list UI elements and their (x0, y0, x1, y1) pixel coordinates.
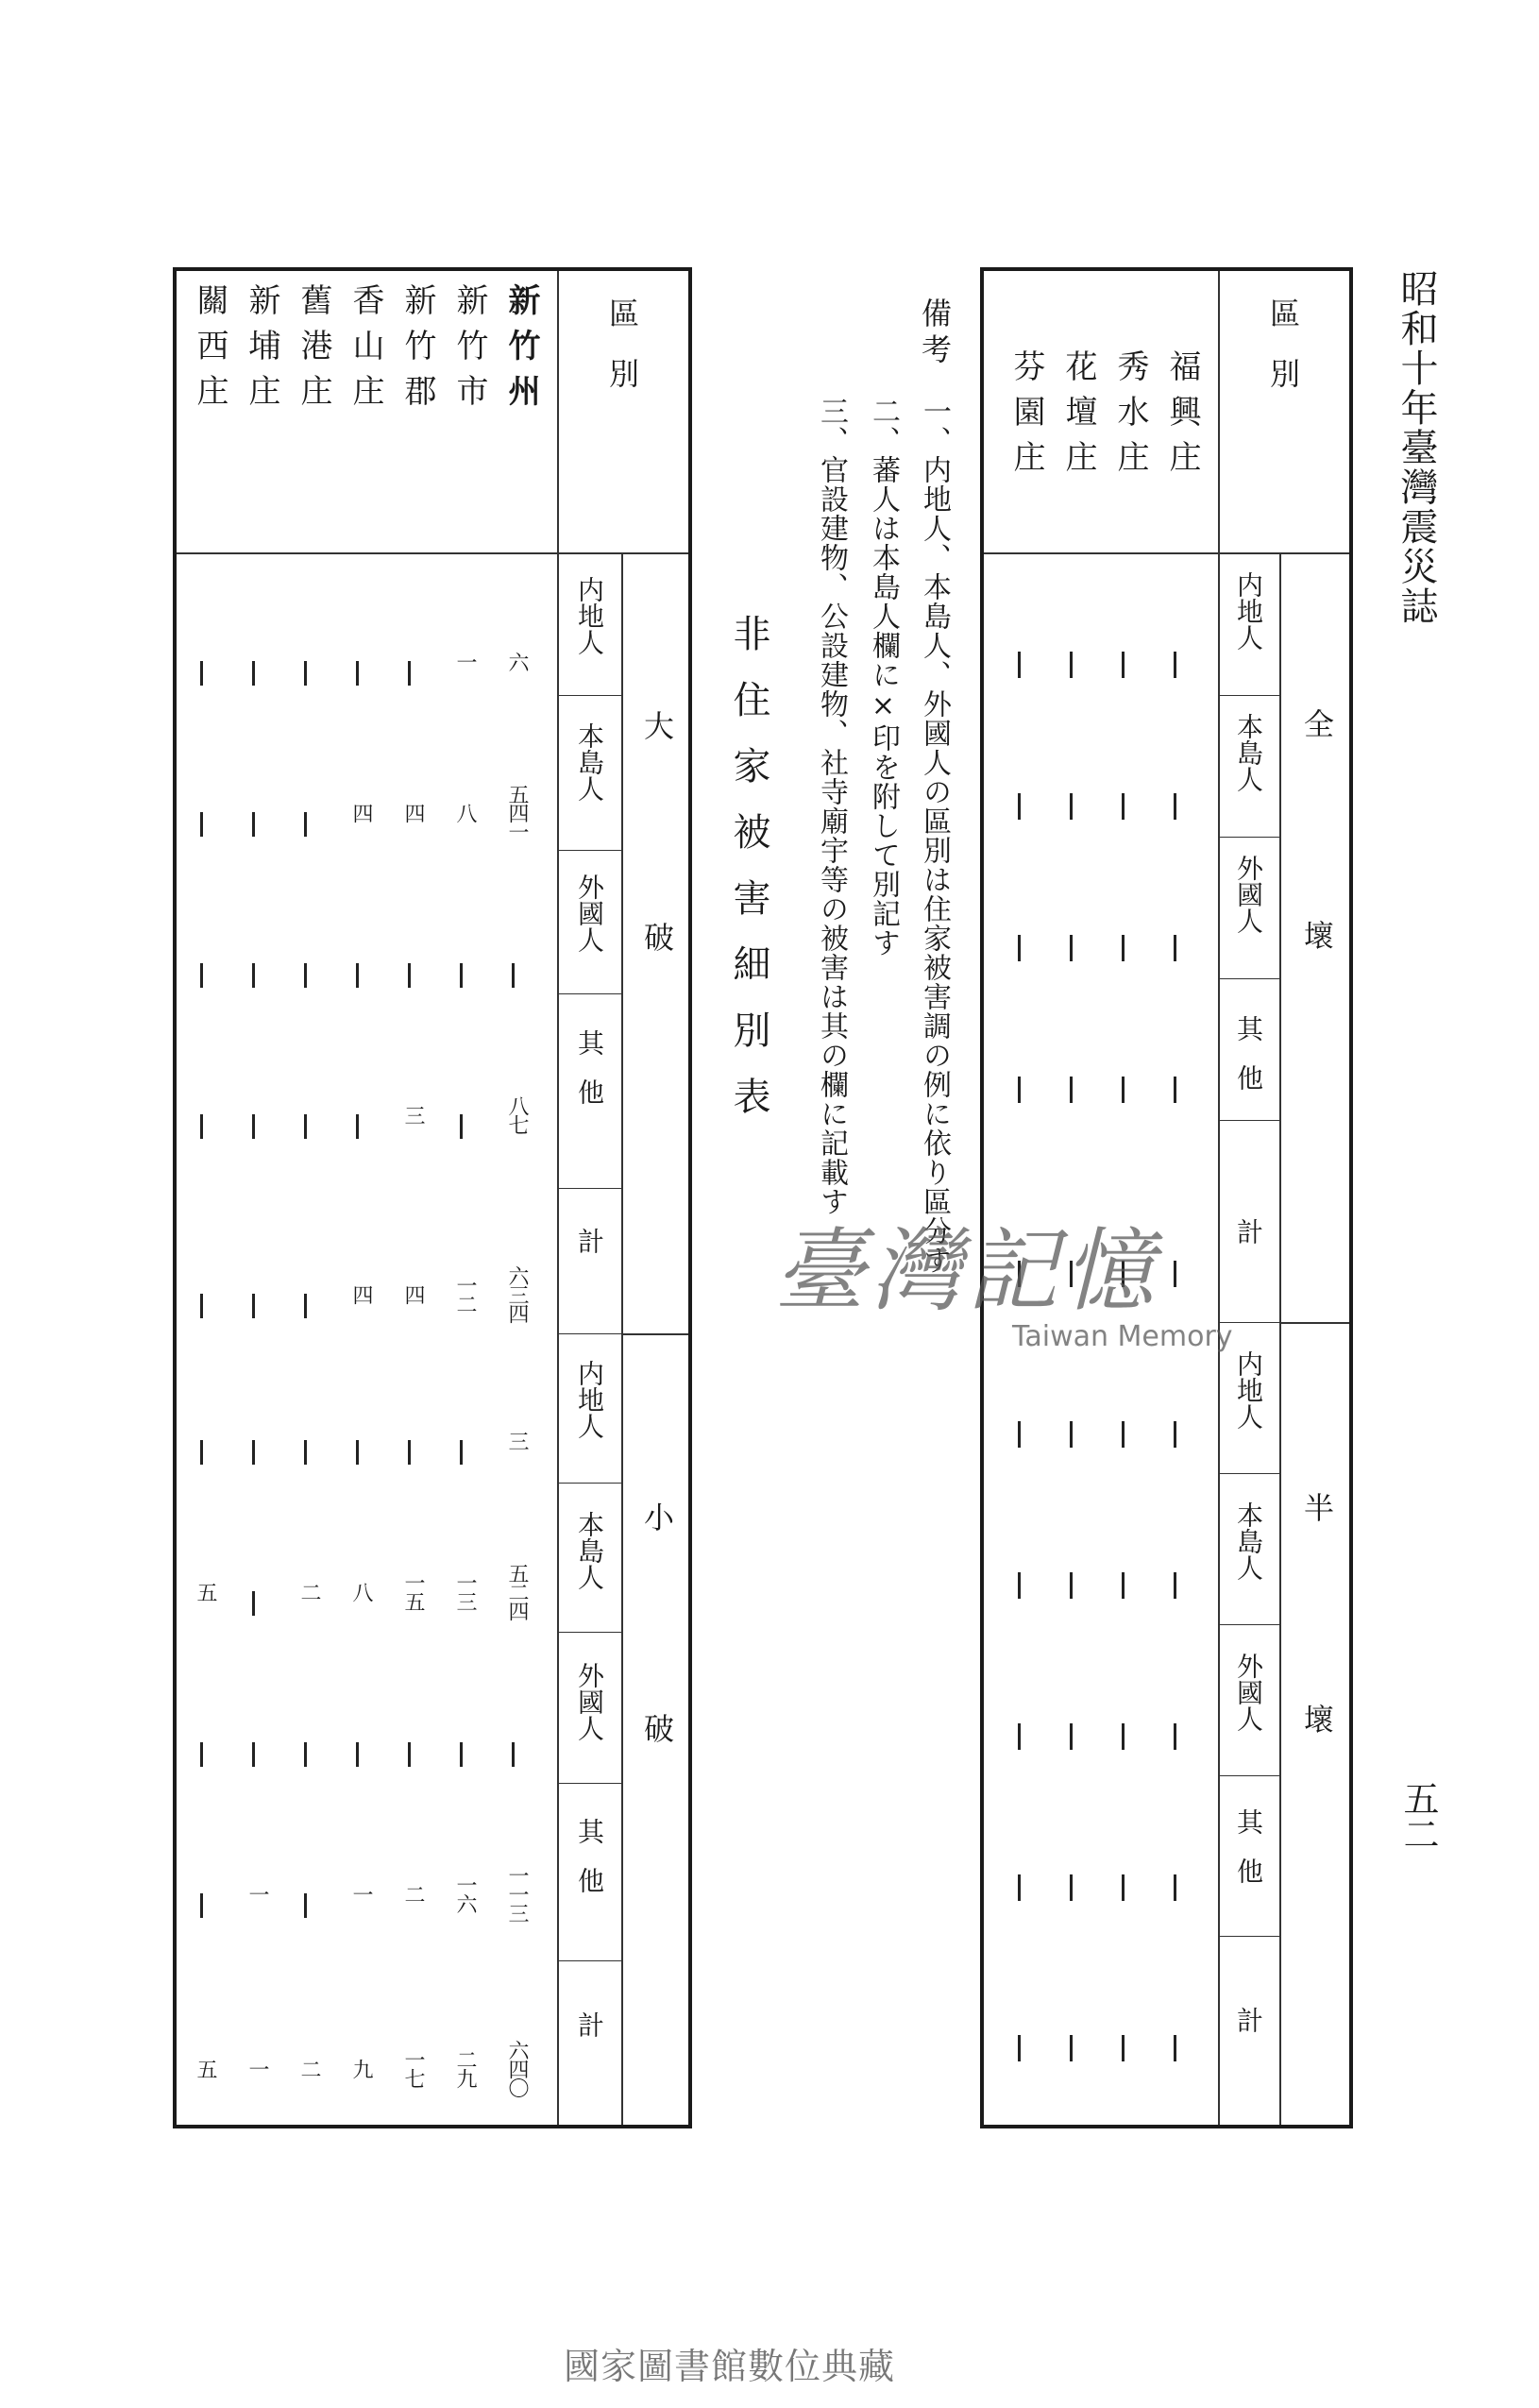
empty-cell-mark (408, 1742, 411, 1767)
empty-cell-mark (1018, 1723, 1021, 1750)
empty-cell-mark (460, 1440, 463, 1465)
empty-cell-mark (1174, 2035, 1176, 2061)
empty-cell-mark (356, 1742, 359, 1767)
left-col-header: 計 (574, 1228, 605, 1254)
left-row-label: 新竹郡 (398, 283, 436, 419)
empty-cell-mark (200, 1440, 203, 1465)
left-row-label: 舊港庄 (295, 283, 332, 419)
left-row-label: 新竹市 (450, 283, 488, 419)
empty-cell-mark (1070, 1572, 1073, 1599)
left-col-header: 内地人 (574, 1360, 605, 1439)
empty-cell-mark (252, 661, 255, 686)
data-value: 五 (194, 1582, 217, 1601)
data-value: 二 (401, 1884, 425, 1903)
left-row-label: 新埔庄 (243, 283, 280, 419)
left-col-header: 其他 (574, 1818, 605, 1916)
empty-cell-mark (512, 1742, 515, 1767)
data-value: 八七 (505, 1095, 529, 1133)
watermark-logo: 臺灣記憶 (774, 1218, 1159, 1324)
empty-cell-mark (252, 1742, 255, 1767)
empty-cell-mark (1070, 1077, 1073, 1103)
empty-cell-mark (304, 1294, 307, 1318)
empty-cell-mark (1018, 2035, 1021, 2061)
empty-cell-mark (356, 963, 359, 988)
empty-cell-mark (1122, 1421, 1125, 1448)
empty-cell-mark (512, 963, 515, 988)
right-row-label: 芬園庄 (1007, 349, 1045, 485)
empty-cell-mark (252, 1114, 255, 1139)
data-value: 六 (505, 652, 529, 670)
page-number: 五二 (1397, 1780, 1439, 1852)
empty-cell-mark (356, 661, 359, 686)
empty-cell-mark (1122, 1723, 1125, 1750)
empty-cell-mark (1018, 935, 1021, 961)
book-title: 昭和十年臺灣震災誌 (1395, 269, 1438, 626)
empty-cell-mark (408, 1440, 411, 1465)
data-value: 一六 (453, 1874, 477, 1912)
empty-cell-mark (200, 661, 203, 686)
empty-cell-mark (1122, 652, 1125, 678)
left-col-header: 本島人 (574, 1511, 605, 1590)
empty-cell-mark (1018, 1874, 1021, 1901)
left-group-header-2: 小 破 (639, 1501, 675, 1743)
left-group-header-1: 大 破 (639, 710, 675, 952)
empty-cell-mark (252, 1440, 255, 1465)
left-col-header: 外國人 (574, 1662, 605, 1741)
right-row-label: 花壇庄 (1059, 349, 1097, 485)
left-row-label: 香山庄 (347, 283, 384, 419)
empty-cell-mark (1174, 793, 1176, 820)
watermark-subtitle: Taiwan Memory (1012, 1320, 1233, 1353)
footer-library: 國家圖書館數位典藏 (564, 2346, 896, 2387)
empty-cell-mark (1018, 1572, 1021, 1599)
right-col-header: 本島人 (1233, 713, 1264, 792)
empty-cell-mark (200, 1893, 203, 1918)
section-title: 非住家被害細別表 (727, 614, 770, 1143)
empty-cell-mark (1122, 793, 1125, 820)
data-value: 二 (297, 2059, 321, 2077)
empty-cell-mark (1122, 1874, 1125, 1901)
right-col-header: 計 (1233, 1218, 1264, 1245)
data-value: 二 (297, 1582, 321, 1601)
empty-cell-mark (1018, 793, 1021, 820)
note-line: 三、官設建物、公設建物、社寺廟宇等の被害は其の欄に記載す (815, 397, 848, 1216)
empty-cell-mark (1174, 652, 1176, 678)
left-row-label: 關西庄 (191, 283, 228, 419)
empty-cell-mark (1018, 1077, 1021, 1103)
empty-cell-mark (1174, 1874, 1176, 1901)
empty-cell-mark (460, 963, 463, 988)
data-value: 五 (194, 2059, 217, 2077)
empty-cell-mark (304, 1114, 307, 1139)
right-group-header-1: 全 壞 (1299, 708, 1335, 950)
empty-cell-mark (1174, 1572, 1176, 1599)
right-col-header: 内地人 (1233, 1350, 1264, 1430)
empty-cell-mark (304, 812, 307, 837)
data-value: 四 (401, 1284, 425, 1303)
right-col-header: 本島人 (1233, 1501, 1264, 1581)
empty-cell-mark (200, 812, 203, 837)
empty-cell-mark (252, 1591, 255, 1616)
data-value: 三 (505, 1431, 529, 1450)
left-col-header: 内地人 (574, 576, 605, 655)
data-value: 四 (349, 1284, 373, 1303)
left-row-label: 新竹州 (502, 283, 540, 419)
data-value: 一七 (401, 2049, 425, 2087)
left-col-header: 本島人 (574, 722, 605, 802)
empty-cell-mark (1070, 935, 1073, 961)
right-row-label: 福興庄 (1163, 349, 1201, 485)
data-value: 四 (349, 803, 373, 822)
empty-cell-mark (1174, 1077, 1176, 1103)
right-col-header: 其他 (1233, 1808, 1264, 1907)
right-label-header: 區 別 (1265, 297, 1301, 388)
data-value: 一 (349, 1884, 373, 1903)
empty-cell-mark (408, 661, 411, 686)
empty-cell-mark (1018, 1421, 1021, 1448)
right-col-header: 外國人 (1233, 855, 1264, 934)
data-value: 五四一 (505, 784, 529, 840)
data-value: 一 (453, 652, 477, 670)
empty-cell-mark (1018, 652, 1021, 678)
empty-cell-mark (252, 812, 255, 837)
data-value: 五二四 (505, 1563, 529, 1619)
data-value: 一一三 (505, 1865, 529, 1922)
left-col-header: 外國人 (574, 873, 605, 953)
empty-cell-mark (200, 1294, 203, 1318)
note-line: 二、蕃人は本島人欄に×印を附して別記す (867, 397, 900, 958)
empty-cell-mark (460, 1114, 463, 1139)
empty-cell-mark (304, 661, 307, 686)
data-value: 六四〇 (505, 2040, 529, 2096)
data-value: 六三四 (505, 1265, 529, 1322)
empty-cell-mark (356, 1114, 359, 1139)
empty-cell-mark (1174, 1421, 1176, 1448)
right-col-header: 計 (1233, 2007, 1264, 2033)
data-value: 九 (349, 2059, 373, 2077)
right-col-header: 内地人 (1233, 571, 1264, 651)
notes-title: 備考 (917, 297, 953, 369)
empty-cell-mark (200, 1742, 203, 1767)
empty-cell-mark (408, 963, 411, 988)
note-line: 一、内地人、本島人、外國人の區別は住家被害調の例に依り區分す (918, 397, 951, 1275)
empty-cell-mark (1070, 1421, 1073, 1448)
empty-cell-mark (356, 1440, 359, 1465)
data-value: 四 (401, 803, 425, 822)
data-value: 一 (245, 1884, 269, 1903)
empty-cell-mark (1122, 935, 1125, 961)
empty-cell-mark (1122, 1572, 1125, 1599)
empty-cell-mark (1070, 793, 1073, 820)
empty-cell-mark (1174, 1261, 1176, 1287)
data-value: 三 (401, 1105, 425, 1124)
empty-cell-mark (304, 1742, 307, 1767)
empty-cell-mark (252, 963, 255, 988)
empty-cell-mark (1070, 2035, 1073, 2061)
empty-cell-mark (460, 1742, 463, 1767)
empty-cell-mark (1070, 1874, 1073, 1901)
empty-cell-mark (1122, 1077, 1125, 1103)
data-value: 二九 (453, 2049, 477, 2087)
empty-cell-mark (1174, 1723, 1176, 1750)
empty-cell-mark (200, 963, 203, 988)
empty-cell-mark (200, 1114, 203, 1139)
data-value: 八 (453, 803, 477, 822)
right-group-header-2: 半 壞 (1299, 1492, 1335, 1734)
left-col-header: 計 (574, 2011, 605, 2038)
data-value: 一 (245, 2059, 269, 2077)
left-col-header: 其他 (574, 1029, 605, 1128)
left-label-header: 區 別 (604, 297, 640, 388)
data-value: 一三 (453, 1572, 477, 1610)
empty-cell-mark (304, 1893, 307, 1918)
data-value: 一二 (453, 1275, 477, 1313)
right-col-header: 外國人 (1233, 1653, 1264, 1732)
empty-cell-mark (1174, 935, 1176, 961)
empty-cell-mark (304, 1440, 307, 1465)
empty-cell-mark (1070, 652, 1073, 678)
right-col-header: 其他 (1233, 1015, 1264, 1113)
empty-cell-mark (1070, 1723, 1073, 1750)
right-row-label: 秀水庄 (1111, 349, 1149, 485)
empty-cell-mark (252, 1294, 255, 1318)
data-value: 八 (349, 1582, 373, 1601)
empty-cell-mark (304, 963, 307, 988)
empty-cell-mark (1122, 2035, 1125, 2061)
data-value: 一五 (401, 1572, 425, 1610)
